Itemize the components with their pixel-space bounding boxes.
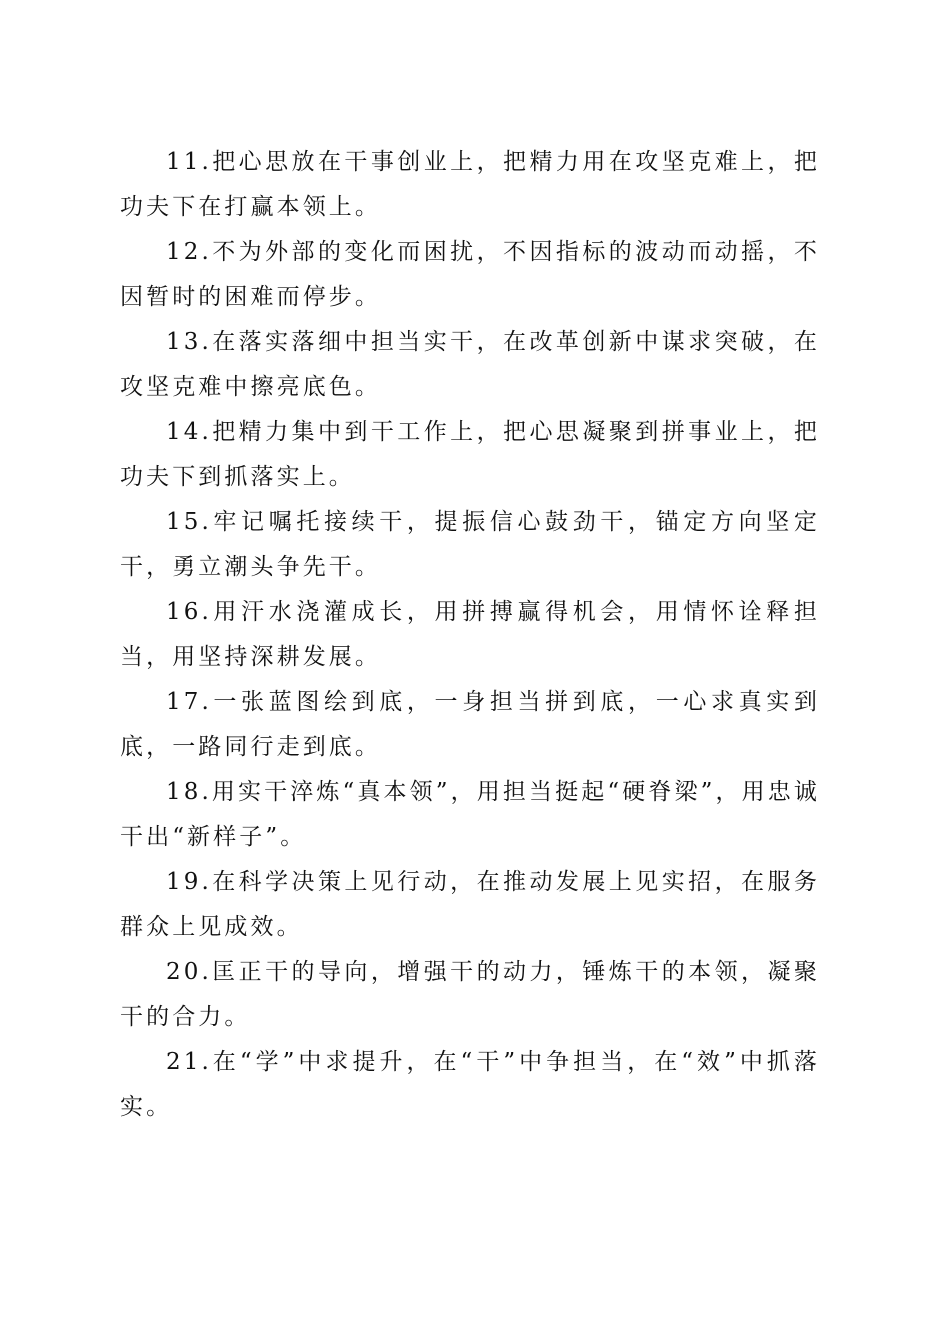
paragraph-13: 13.在落实落细中担当实干，在改革创新中谋求突破，在攻坚克难中擦亮底色。 bbox=[120, 329, 820, 400]
paragraph-19: 19.在科学决策上见行动，在推动发展上见实招，在服务群众上见成效。 bbox=[120, 869, 820, 940]
paragraph-17: 17.一张蓝图绘到底，一身担当拼到底，一心求真实到底，一路同行走到底。 bbox=[120, 689, 820, 760]
paragraph-15: 15.牢记嘱托接续干，提振信心鼓劲干，锚定方向坚定干，勇立潮头争先干。 bbox=[120, 509, 820, 580]
paragraph-21: 21.在“学”中求提升，在“干”中争担当，在“效”中抓落实。 bbox=[120, 1049, 820, 1120]
paragraph-11: 11.把心思放在干事创业上，把精力用在攻坚克难上，把功夫下在打赢本领上。 bbox=[120, 149, 820, 220]
paragraph-20: 20.匡正干的导向，增强干的动力，锤炼干的本领，凝聚干的合力。 bbox=[120, 959, 820, 1030]
document-body bbox=[120, 140, 820, 1130]
paragraph-16: 16.用汗水浇灌成长，用拼搏赢得机会，用情怀诠释担当，用坚持深耕发展。 bbox=[120, 599, 820, 670]
paragraph-14: 14.把精力集中到干工作上，把心思凝聚到拼事业上，把功夫下到抓落实上。 bbox=[120, 419, 820, 490]
paragraph-18: 18.用实干淬炼“真本领”，用担当挺起“硬脊梁”，用忠诚干出“新样子”。 bbox=[120, 779, 820, 850]
paragraph-12: 12.不为外部的变化而困扰，不因指标的波动而动摇，不因暂时的困难而停步。 bbox=[120, 239, 820, 310]
